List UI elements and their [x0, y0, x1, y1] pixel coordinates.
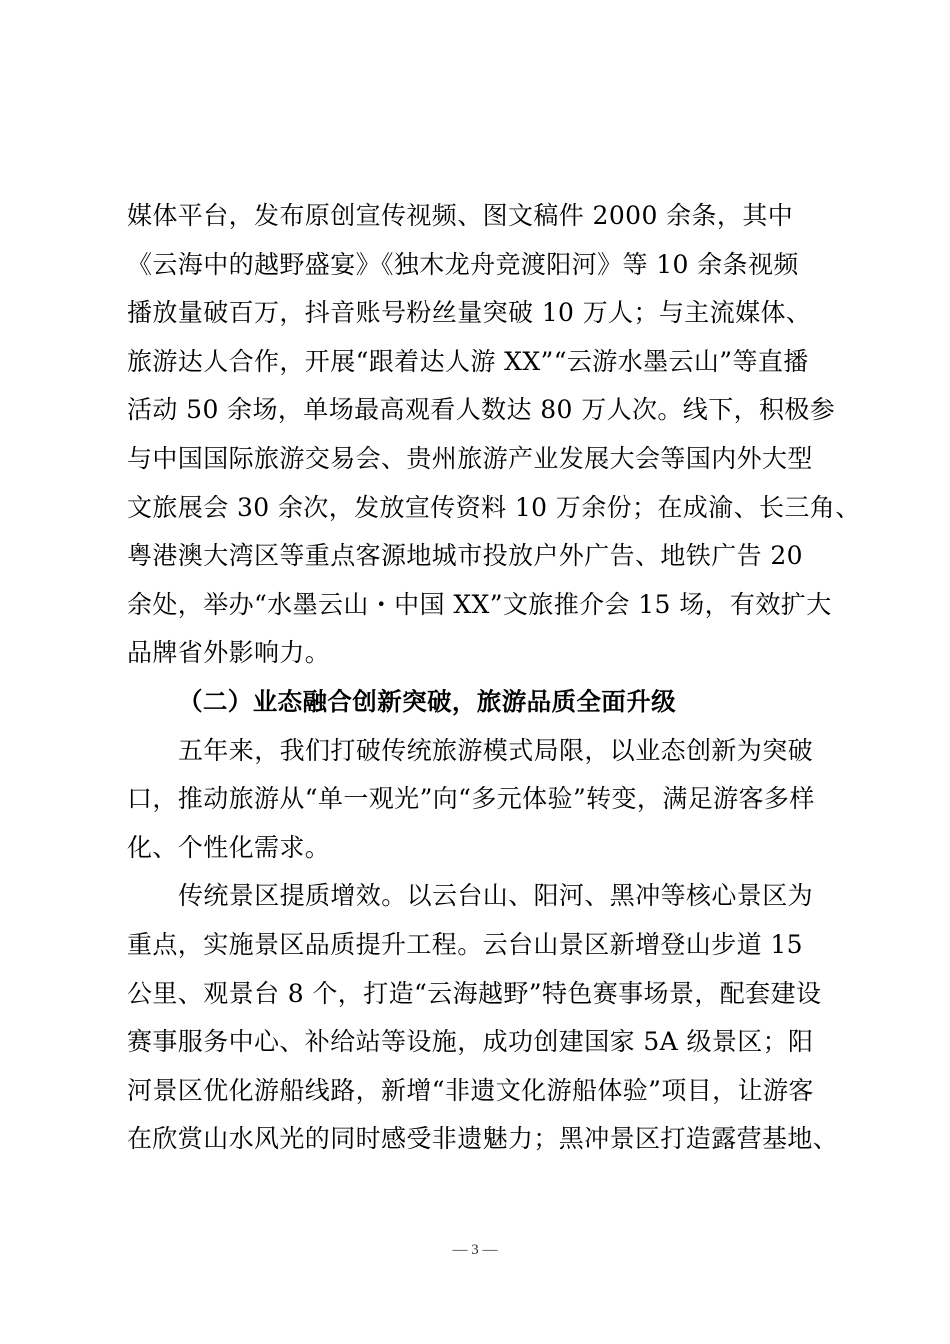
text-line: 媒体平台，发布原创宣传视频、图文稿件 2000 余条，其中 — [127, 201, 794, 230]
text-line: 与中国国际旅游交易会、贵州旅游产业发展大会等国内外大型 — [127, 443, 813, 473]
text-line: 在欣赏山水风光的同时感受非遗魅力；黑冲景区打造露营基地、 — [127, 1124, 839, 1154]
paragraph-first-line: 传统景区提质增效。以云台山、阳河、黑冲等核心景区为 — [178, 881, 814, 911]
section-heading: （二）业态融合创新突破，旅游品质全面升级 — [178, 686, 676, 716]
text-line: 粤港澳大湾区等重点客源地城市投放户外广告、地铁广告 20 — [127, 541, 803, 571]
text-line: 播放量破百万，抖音账号粉丝量突破 10 万人；与主流媒体、 — [127, 298, 812, 328]
text-line: 公里、观景台 8 个，打造“云海越野”特色赛事场景，配套建设 — [127, 978, 822, 1008]
text-line: 旅游达人合作，开展“跟着达人游 XX”“云游水墨云山”等直播 — [127, 346, 809, 376]
text-line: 河景区优化游船线路，新增“非遗文化游船体验”项目，让游客 — [127, 1075, 814, 1105]
body-text — [127, 192, 861, 1164]
text-line: 口，推动旅游从“单一观光”向“多元体验”转变，满足游客多样 — [127, 784, 815, 814]
text-line: 余处，举办“水墨云山・中国 XX”文旅推介会 15 场，有效扩大 — [127, 589, 832, 619]
text-line: 活动 50 余场，单场最高观看人数达 80 万人次。线下，积极参 — [127, 395, 836, 425]
text-line: 赛事服务中心、补给站等设施，成功创建国家 5A 级景区；阳 — [127, 1027, 814, 1057]
text-line: 化、个性化需求。 — [127, 832, 331, 862]
paragraph-first-line: 五年来，我们打破传统旅游模式局限，以业态创新为突破 — [178, 735, 814, 765]
text-line: 文旅展会 30 余次，发放宣传资料 10 万余份；在成渝、长三角、 — [127, 492, 861, 522]
text-line: 品牌省外影响力。 — [127, 638, 331, 668]
text-line: 重点，实施景区品质提升工程。云台山景区新增登山步道 15 — [127, 929, 803, 959]
page-number: — 3 — — [452, 1242, 498, 1258]
text-line: 《云海中的越野盛宴》《独木龙舟竞渡阳河》等 10 余条视频 — [127, 249, 799, 279]
